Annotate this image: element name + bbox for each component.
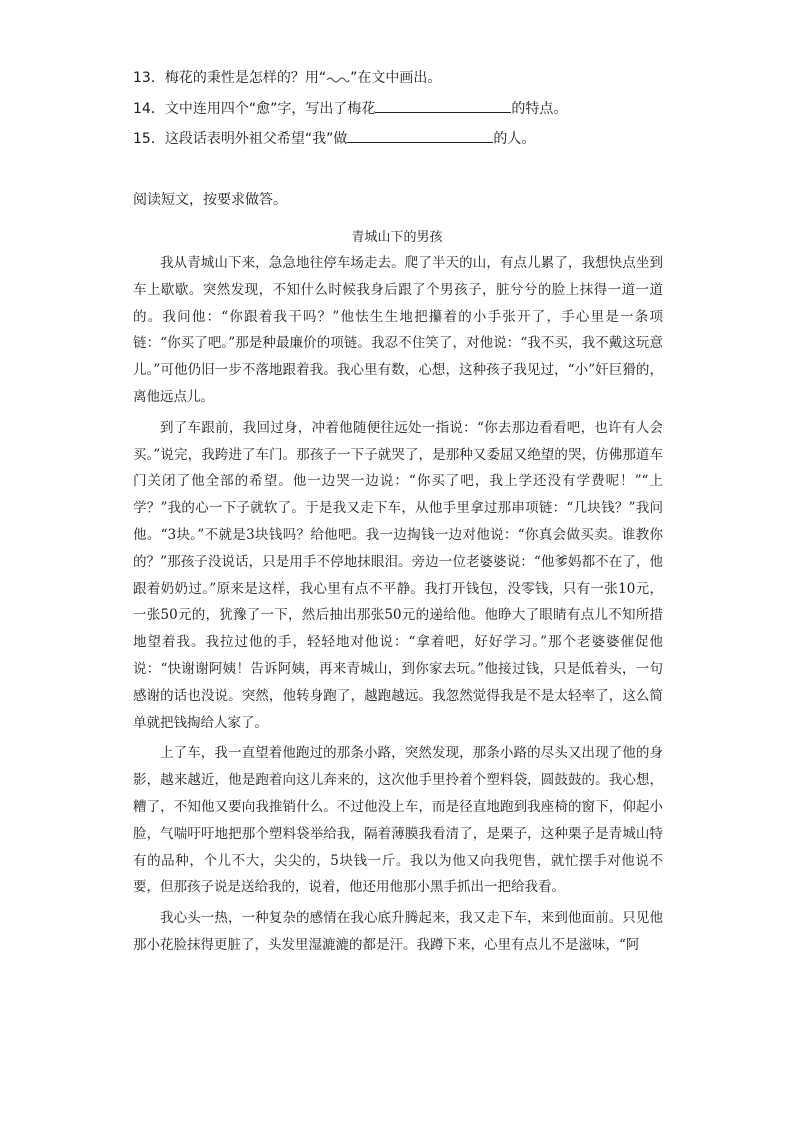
question-13 xyxy=(133,68,441,88)
article-body xyxy=(133,250,663,963)
question-text-before: 文中连用四个“愈”字，写出了梅花 xyxy=(164,101,376,117)
question-number: 14． xyxy=(133,101,165,117)
reading-instruction: 阅读短文，按要求做答。 xyxy=(133,192,287,208)
question-number: 15． xyxy=(133,131,165,147)
question-text-after: ”在文中画出。 xyxy=(350,70,442,86)
article-paragraph: 上了车，我一直望着他跑过的那条小路，突然发现，那条小路的尽头又出现了他的身影，越来越近，他是跑着向这儿奔来的，这次他手里拎着个塑料袋，圆鼓鼓的。我心想，糟了，不知他又要向我推销什么。不过他没上车，而是径直地跑到我座椅的窗下，仰起小脸，气喘吁吁地把那个塑料袋举给我，隔着薄膜我看清了，是栗子，这种栗子是青城山特有的品种，个儿不大，尖尖的，5块钱一斤。我以为他又向我兜售，就忙摆手对他说不要，但那孩子说是送给我的，说着，他还用他那小黑手抓出一把给我看。 xyxy=(133,745,663,896)
question-text-before: 梅花的秉性是怎样的？用“ xyxy=(164,70,327,86)
question-text-after: 的特点。 xyxy=(511,101,568,117)
question-14 xyxy=(133,98,567,119)
question-number: 13． xyxy=(133,70,165,86)
question-text-before: 这段话表明外祖父希望“我”做 xyxy=(164,131,348,147)
wavy-underline-icon xyxy=(326,73,350,83)
answer-blank[interactable] xyxy=(375,98,511,113)
article-paragraph: 我心头一热，一种复杂的感情在我心底升腾起来，我又走下车，来到他面前。只见他那小花脸抹得更脏了，头发里湿漉漉的都是汗。我蹲下来，心里有点儿不是滋味，“阿 xyxy=(133,910,663,953)
answer-blank[interactable] xyxy=(347,128,493,143)
question-15 xyxy=(133,128,535,149)
article-paragraph: 到了车跟前，我回过身，冲着他随便往远处一指说：“你去那边看看吧，也许有人会买。”说完，我跨进了车门。那孩子一下子就哭了，是那种又委屈又绝望的哭，仿佛那道车门关闭了他全部的希望。他一边哭一边说：“你买了吧，我上学还没有学费呢！”“上学？”我的心一下子就软了。于是我又走下车，从他手里拿过那串项链：“几块钱？”我问他。“3块。”不就是3块钱吗？给他吧。我一边掏钱一边对他说：“你真会做买卖。谁教你的？”那孩子没说话，只是用手不停地抹眼泪。旁边一位老婆婆说：“他爹妈都不在了，他跟着奶奶过。”原来是这样，我心里有点不平静。我打开钱包，没零钱，只有一张10元，一张50元的，犹豫了一下，然后抽出那张50元的递给他。他睁大了眼睛有点儿不知所措地望着我。我拉过他的手，轻轻地对他说：“拿着吧，好好学习。”那个老婆婆催促他说：“快谢谢阿姨！告诉阿姨，再来青城山，到你家去玩。”他接过钱，只是低着头，一句感谢的话也没说。突然，他转身跑了，越跑越远。我忽然觉得我是不是太轻率了，这么简单就把钱掏给人家了。 xyxy=(133,419,663,731)
article-title: 青城山下的男孩 xyxy=(351,230,443,245)
article-paragraph: 我从青城山下来，急急地往停车场走去。爬了半天的山，有点儿累了，我想快点坐到车上歇歇。突然发现，不知什么时候我身后跟了个男孩子，脏兮兮的脸上抹得一道一道的。我问他：“你跟着我干吗？”他怯生生地把攥着的小手张开了，手心里是一条项链：“你买了吧。”那是种最廉价的项链。我忍不住笑了，对他说：“我不买，我不戴这玩意儿。”可他仍旧一步不落地跟着我。我心里有数，心想，这种孩子我见过，“小”奸巨猾的，离他远点儿。 xyxy=(133,255,663,405)
question-text-after: 的人。 xyxy=(493,131,536,147)
